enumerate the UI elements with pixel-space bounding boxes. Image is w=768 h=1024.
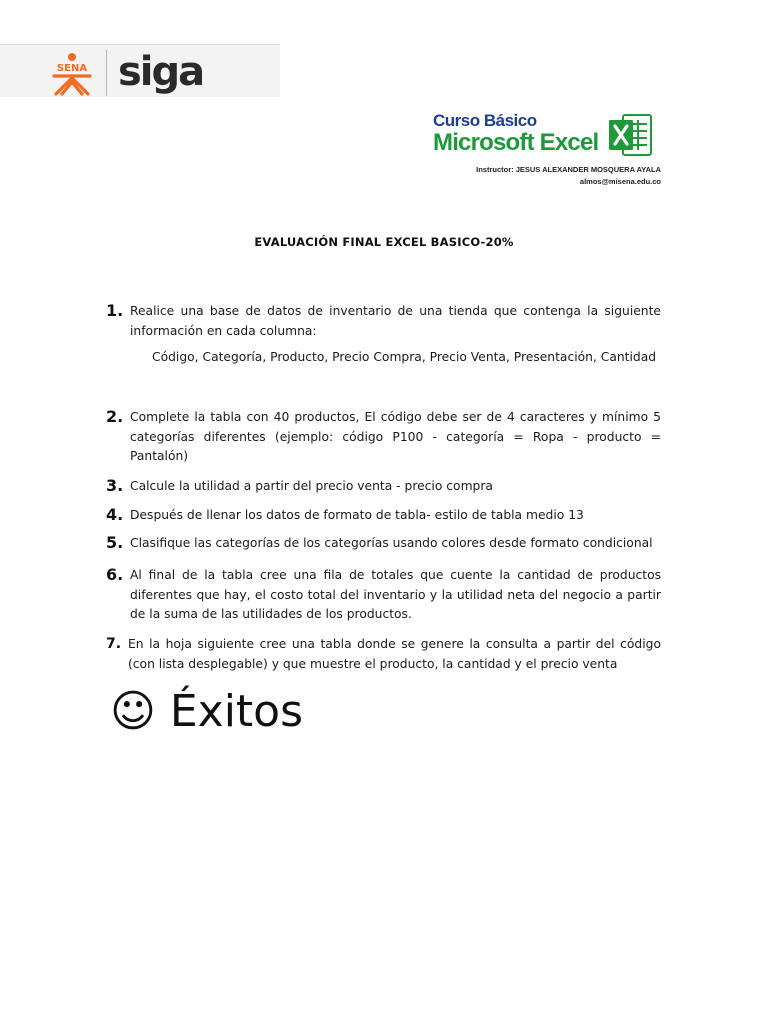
list-item — [106, 302, 661, 368]
list-item — [106, 408, 661, 467]
list-item — [106, 506, 661, 526]
instructor-info — [476, 164, 661, 188]
item-number: 6. — [106, 565, 124, 584]
item-text: Al final de la tabla cree una fila de totales que cuente la cantidad de productos diferentes que hay, el costo total del inventario y la utilidad neta del negocio a partir de la suma de las utilidades de los productos. — [130, 568, 661, 621]
item-text: Clasifique las categorías de los categorías usando colores desde formato condicional — [130, 536, 653, 550]
sena-logo-text: SENA — [56, 63, 88, 74]
list-item — [106, 635, 661, 674]
course-logo-line1: Curso Básico — [433, 111, 537, 130]
item-text: En la hoja siguiente cree una tabla donde se genere la consulta a partir del código (con lista desplegable) y que muestre el producto, la cantidad y el precio venta — [128, 637, 661, 671]
course-logo — [433, 112, 663, 162]
item-text: Después de llenar los datos de formato de tabla- estilo de tabla medio 13 — [130, 508, 584, 522]
item-subtext: Código, Categoría, Producto, Precio Compra, Precio Venta, Presentación, Cantidad — [152, 350, 657, 364]
item-number: 5. — [106, 533, 124, 552]
instructor-email: almos@misena.edu.co — [579, 177, 661, 186]
instructor-name: Instructor: JESUS ALEXANDER MOSQUERA AYALA — [476, 165, 661, 174]
item-number: 2. — [106, 407, 124, 426]
list-item — [106, 477, 661, 497]
list-item — [106, 566, 661, 625]
item-text: Realice una base de datos de inventario de una tienda que contenga la siguiente información en cada columna: — [130, 304, 661, 338]
item-text: Complete la tabla con 40 productos, El código debe ser de 4 caracteres y mínimo 5 categorías diferentes (ejemplo: código P100 - categoría = Ropa - producto = Pantalón) — [130, 410, 661, 463]
logo-divider — [106, 50, 107, 96]
course-logo-line2: Microsoft Excel — [433, 129, 599, 156]
closing-message: ☺ Éxitos — [110, 686, 304, 737]
item-number: 4. — [106, 505, 124, 524]
item-number: 1. — [106, 301, 124, 320]
page-title: EVALUACIÓN FINAL EXCEL BASICO-20% — [254, 235, 514, 249]
sena-logo — [48, 52, 96, 96]
item-text: Calcule la utilidad a partir del precio venta - precio compra — [130, 479, 493, 493]
item-number: 7. — [106, 636, 122, 652]
list-item — [106, 534, 661, 554]
item-number: 3. — [106, 476, 124, 495]
excel-icon — [607, 112, 653, 158]
siga-logo: siga — [118, 49, 204, 95]
